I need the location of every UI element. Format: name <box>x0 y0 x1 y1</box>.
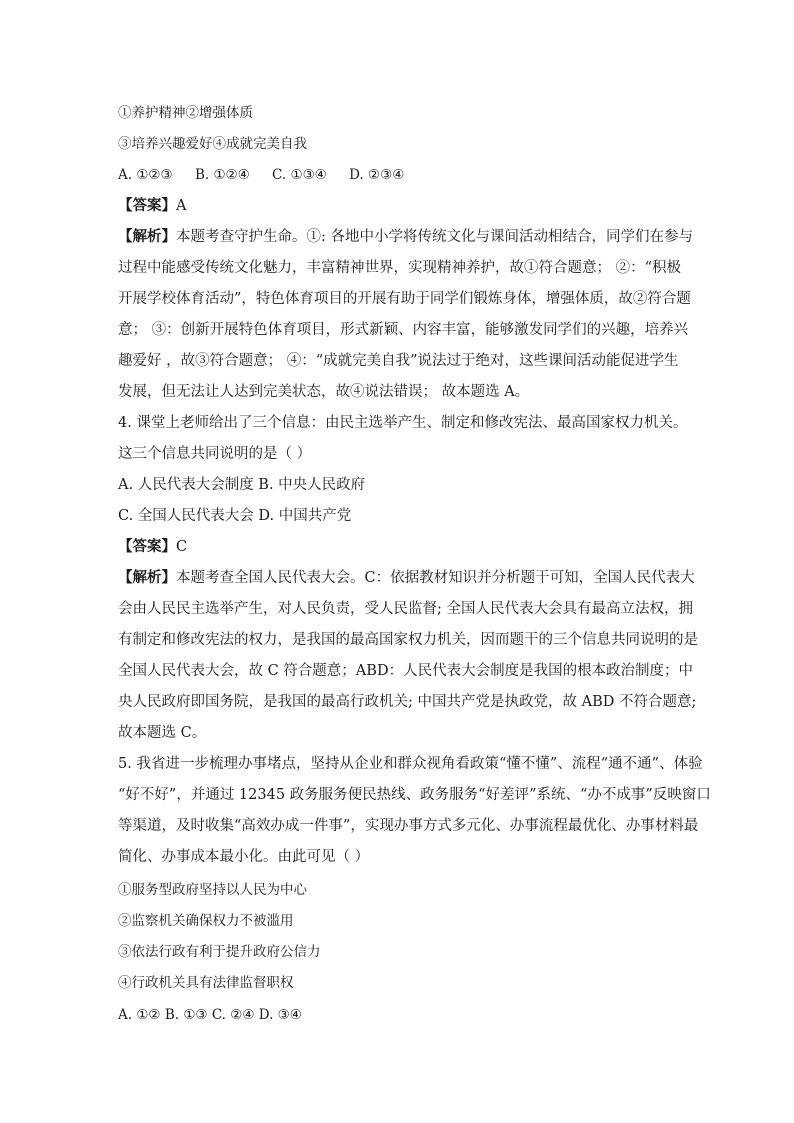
q4-analysis-line-3: 有制定和修改宪法的权力，是我国的最高国家权力机关，因而题干的三个信息共同说明的是 <box>118 632 698 648</box>
q4-choices-line-2: C. 全国人民代表大会 D. 中国共产党 <box>118 508 352 524</box>
analysis-text: 本题考查全国人民代表大会。C：依据教材知识并分析题干可知，全国人民代表大 <box>176 570 695 586</box>
q4-analysis-line-6: 故本题选 C。 <box>118 725 207 741</box>
answer-tag: 【答案】 <box>118 538 176 555</box>
answer-value: A <box>176 198 187 214</box>
q5-option-3: ③依法行政有利于提升政府公信力 <box>118 944 321 960</box>
q3-choice-a: A. ①②③ <box>118 167 173 183</box>
q4-analysis-line-5: 央人民政府即国务院，是我国的最高行政机关; 中国共产党是执政党，故 ABD 不符合题意; <box>118 694 697 710</box>
analysis-tag: 【解析】 <box>118 569 176 586</box>
q5-stem-line-3: 等渠道，及时收集“高效办成一件事”，实现办事方式多元化、办事流程最优化、办事材料最 <box>118 818 699 834</box>
q5-option-2: ②监察机关确保权力不被滥用 <box>118 913 294 929</box>
answer-tag: 【答案】 <box>118 197 176 214</box>
q3-analysis-line-4: 意； ③：创新开展特色体育项目，形式新颖、内容丰富，能够激发同学们的兴趣，培养兴 <box>118 322 689 338</box>
q4-analysis-line-2: 会由人民民主选举产生，对人民负责，受人民监督; 全国人民代表大会具有最高立法权，拥 <box>118 601 693 617</box>
q4-stem-line-2: 这三个信息共同说明的是（ ） <box>118 446 312 462</box>
q4-choices-line-1: A. 人民代表大会制度 B. 中央人民政府 <box>118 477 366 493</box>
q3-choice-b: B. ①②④ <box>194 167 250 183</box>
q4-analysis-line-1 <box>118 569 695 587</box>
q5-stem-line-4: 简化、办事成本最小化。由此可见（ ） <box>118 849 370 865</box>
q4-stem-line-1: 4. 课堂上老师给出了三个信息：由民主选举产生、制定和修改宪法、最高国家权力机关。 <box>118 415 688 431</box>
q3-analysis-line-3: 开展学校体育活动”，特色体育项目的开展有助于同学们锻炼身体，增强体质，故②符合题 <box>118 291 691 307</box>
q3-analysis-line-5: 趣爱好 ，故③符合题意； ④：“成就完美自我”说法过于绝对，这些课间活动能促进学生 <box>118 353 679 369</box>
q5-stem-line-2: “好不好”，并通过 12345 政务服务便民热线、政务服务“好差评”系统、“办不成事”反映窗口 <box>118 787 711 803</box>
q5-stem-line-1: 5. 我省进一步梳理办事堵点，坚持从企业和群众视角看政策“懂不懂”、流程“通不通”、体验 <box>118 756 703 772</box>
q4-answer <box>118 538 187 556</box>
q3-choice-c: C. ①③④ <box>272 167 327 183</box>
q5-choices: A. ①② B. ①③ C. ②④ D. ③④ <box>118 1007 302 1023</box>
q3-choices <box>118 166 404 184</box>
q5-option-4: ④行政机关具有法律监督职权 <box>118 975 294 991</box>
q3-option-line-1: ①养护精神②增强体质 <box>118 105 253 121</box>
q4-analysis-line-4: 全国人民代表大会，故 C 符合题意；ABD：人民代表大会制度是我国的根本政治制度；中 <box>118 663 694 679</box>
q3-analysis-line-2: 过程中能感受传统文化魅力，丰富精神世界，实现精神养护，故①符合题意； ②：“积极 <box>118 260 682 276</box>
q3-analysis-line-1 <box>118 228 693 246</box>
q3-option-line-2: ③培养兴趣爱好④成就完美自我 <box>118 136 307 152</box>
analysis-tag: 【解析】 <box>118 228 176 245</box>
q3-answer <box>118 197 186 215</box>
q3-choice-d: D. ②③④ <box>349 167 405 183</box>
q3-analysis-line-6: 发展，但无法让人达到完美状态，故④说法错误； 故本题选 A。 <box>118 384 530 400</box>
analysis-text: 本题考查守护生命。①: 各地中小学将传统文化与课间活动相结合，同学们在参与 <box>176 229 693 245</box>
q5-option-1: ①服务型政府坚持以人民为中心 <box>118 882 307 898</box>
answer-value: C <box>176 539 188 555</box>
